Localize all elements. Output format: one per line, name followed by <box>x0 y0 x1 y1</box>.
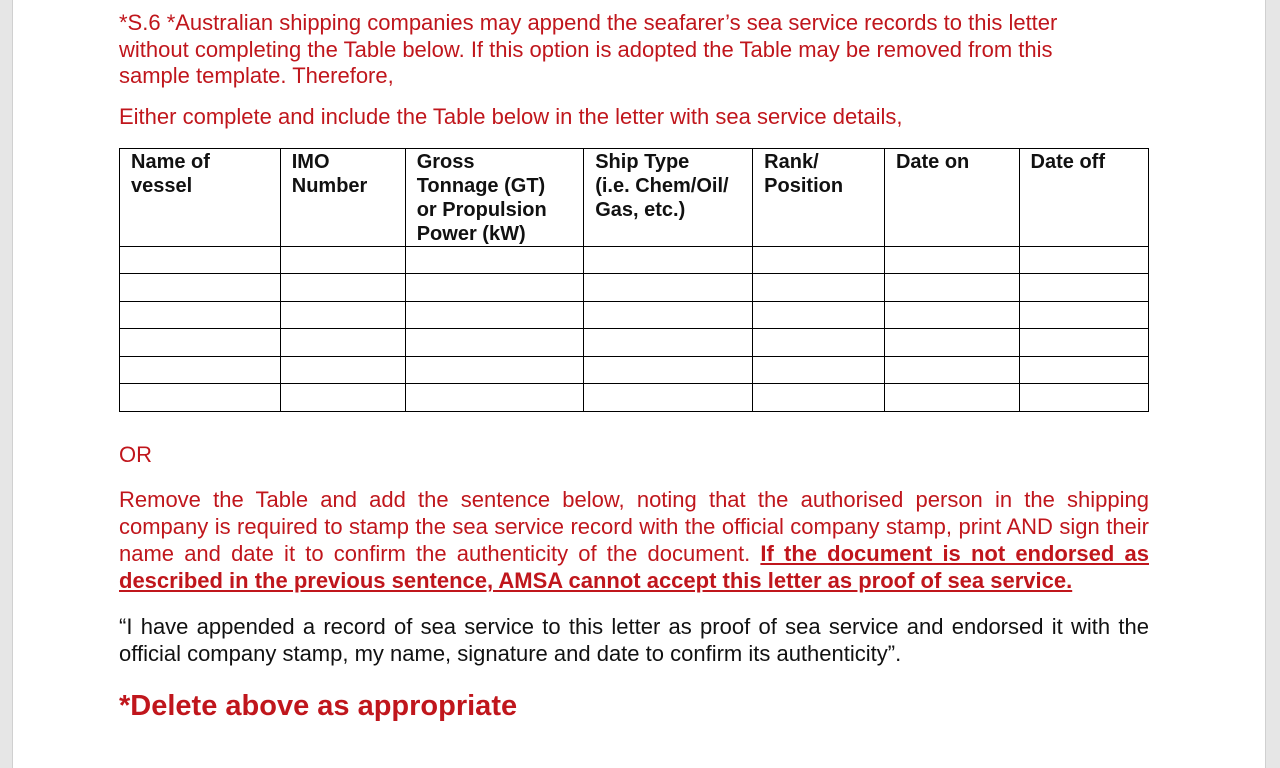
table-cell[interactable] <box>120 356 281 384</box>
table-cell[interactable] <box>884 384 1019 412</box>
document-page <box>12 0 1266 768</box>
table-cell[interactable] <box>405 329 584 357</box>
header-date-off: Date off <box>1019 148 1148 246</box>
table-cell[interactable] <box>280 246 405 274</box>
table-cell[interactable] <box>753 356 885 384</box>
table-row <box>120 356 1149 384</box>
table-cell[interactable] <box>884 274 1019 302</box>
table-body <box>120 246 1149 412</box>
or-separator: OR <box>119 442 152 468</box>
table-cell[interactable] <box>405 384 584 412</box>
table-cell[interactable] <box>280 301 405 329</box>
table-cell[interactable] <box>584 356 753 384</box>
table-cell[interactable] <box>584 301 753 329</box>
document-content <box>119 10 1149 723</box>
appended-record-statement: “I have appended a record of sea service to this letter as proof of sea service and endorsed it with the official company stamp, my name, signature and date to confirm its authenticity”. <box>119 614 1149 667</box>
header-gross-tonnage: Gross Tonnage (GT) or Propulsion Power (kW) <box>405 148 584 246</box>
table-row <box>120 384 1149 412</box>
table-cell[interactable] <box>584 246 753 274</box>
header-name-of-vessel: Name of vessel <box>120 148 281 246</box>
instruction-remove-table <box>119 486 1149 594</box>
instruction-either: Either complete and include the Table below in the letter with sea service details, <box>119 103 903 129</box>
table-row <box>120 274 1149 302</box>
table-cell[interactable] <box>405 246 584 274</box>
table-cell[interactable] <box>884 356 1019 384</box>
delete-note: *Delete above as appropriate <box>119 690 518 723</box>
table-cell[interactable] <box>1019 329 1148 357</box>
table-row <box>120 246 1149 274</box>
table-cell[interactable] <box>884 246 1019 274</box>
header-date-on: Date on <box>884 148 1019 246</box>
table-cell[interactable] <box>884 329 1019 357</box>
remove-table-text: Remove the Table and add the sentence below, noting that the authorised person in the shipping company is required to stamp the sea service record with the official company stamp, print AND sign their name and date it to confirm the authenticity of the document. <box>119 487 1149 567</box>
table-cell[interactable] <box>1019 274 1148 302</box>
table-cell[interactable] <box>120 246 281 274</box>
table-cell[interactable] <box>405 301 584 329</box>
header-ship-type: Ship Type (i.e. Chem/Oil/ Gas, etc.) <box>584 148 753 246</box>
table-row <box>120 329 1149 357</box>
table-cell[interactable] <box>884 301 1019 329</box>
table-cell[interactable] <box>753 384 885 412</box>
table-cell[interactable] <box>280 329 405 357</box>
table-header-row <box>120 148 1149 246</box>
header-rank-position: Rank/ Position <box>753 148 885 246</box>
table-cell[interactable] <box>584 384 753 412</box>
table-cell[interactable] <box>405 356 584 384</box>
table-cell[interactable] <box>405 274 584 302</box>
endorsement-warning: If the document is not endorsed as described in the previous sentence, AMSA cannot accept this letter as proof of sea service. <box>119 541 1149 594</box>
table-cell[interactable] <box>753 301 885 329</box>
table-cell[interactable] <box>1019 246 1148 274</box>
sea-service-table <box>119 148 1149 413</box>
table-row <box>120 301 1149 329</box>
table-cell[interactable] <box>120 384 281 412</box>
table-cell[interactable] <box>120 329 281 357</box>
table-cell[interactable] <box>280 384 405 412</box>
table-cell[interactable] <box>753 246 885 274</box>
table-cell[interactable] <box>753 274 885 302</box>
table-cell[interactable] <box>120 301 281 329</box>
table-cell[interactable] <box>1019 384 1148 412</box>
header-imo-number: IMO Number <box>280 148 405 246</box>
table-cell[interactable] <box>584 329 753 357</box>
instruction-s6: *S.6 *Australian shipping companies may append the seafarer’s sea service records to this letter without completing the Table below. If this option is adopted the Table may be removed from this sample template. Therefore, <box>119 10 1058 88</box>
table-cell[interactable] <box>1019 356 1148 384</box>
table-cell[interactable] <box>753 329 885 357</box>
table-cell[interactable] <box>584 274 753 302</box>
table-cell[interactable] <box>1019 301 1148 329</box>
table-cell[interactable] <box>280 274 405 302</box>
table-cell[interactable] <box>280 356 405 384</box>
table-cell[interactable] <box>120 274 281 302</box>
